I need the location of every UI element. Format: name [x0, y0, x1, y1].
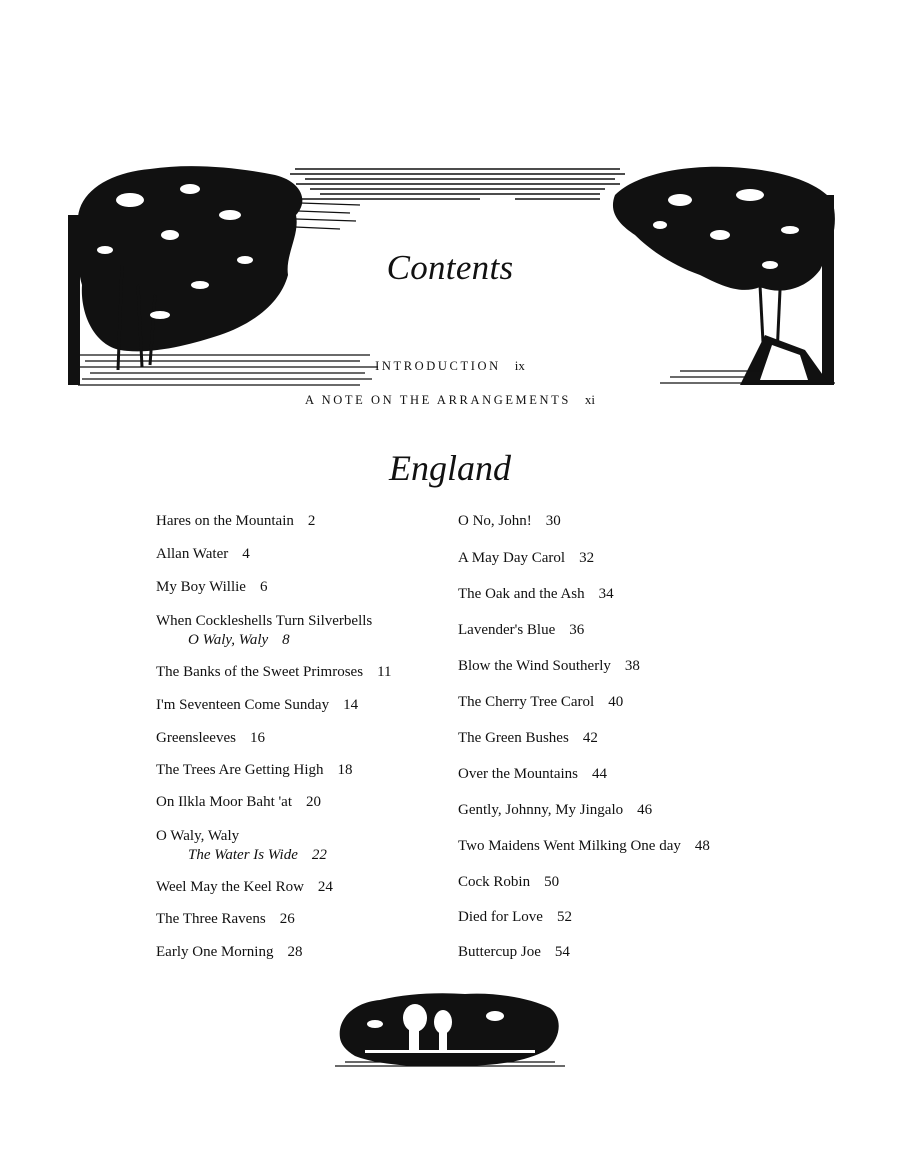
toc-entry[interactable] — [458, 549, 594, 568]
toc-entry-page: 6 — [259, 579, 268, 595]
toc-entry-page: 4 — [242, 546, 250, 562]
toc-entry-title: The Trees Are Getting High — [156, 762, 324, 778]
toc-entry-page: 2 — [307, 513, 316, 529]
front-matter-introduction[interactable] — [0, 358, 900, 374]
front-matter-page: xi — [584, 392, 596, 407]
toc-entry[interactable] — [156, 545, 250, 564]
toc-entry-page: 46 — [637, 802, 653, 818]
toc-entry[interactable] — [156, 793, 321, 812]
toc-entry[interactable] — [458, 837, 710, 856]
toc-entry-subtitle-text: The Water Is Wide — [188, 847, 298, 863]
toc-entry-page: 30 — [545, 513, 561, 529]
toc-entry-page: 36 — [569, 622, 585, 638]
toc-entry-page: 34 — [598, 586, 614, 602]
toc-entry-page: 28 — [287, 944, 303, 960]
toc-entry-title: The Oak and the Ash — [458, 586, 585, 602]
toc-entry[interactable] — [156, 512, 315, 531]
toc-entry-title: Early One Morning — [156, 944, 274, 960]
toc-entry[interactable] — [458, 512, 561, 531]
toc-entry[interactable] — [458, 621, 584, 640]
toc-entry-title: Allan Water — [156, 546, 229, 562]
toc-entry-title: A May Day Carol — [458, 550, 566, 566]
toc-entry-page: 48 — [694, 838, 710, 854]
toc-entry[interactable] — [458, 943, 570, 962]
toc-entry[interactable] — [458, 693, 623, 712]
toc-entry[interactable] — [458, 657, 640, 676]
toc-entry[interactable] — [156, 910, 295, 929]
front-matter-page: ix — [514, 358, 525, 373]
toc-entry-title: The Cherry Tree Carol — [458, 694, 595, 710]
toc-entry-title: Two Maidens Went Milking One day — [458, 838, 681, 854]
toc-entry-page: 52 — [556, 909, 572, 925]
toc-entry-page: 42 — [582, 730, 598, 746]
toc-entry-subtitle — [156, 846, 327, 865]
toc-entry-page: 44 — [591, 766, 607, 782]
toc-entry[interactable] — [458, 729, 598, 748]
toc-entry-title: Gently, Johnny, My Jingalo — [458, 802, 624, 818]
toc-entry-page: 24 — [317, 879, 333, 895]
toc-entry[interactable] — [156, 761, 352, 780]
toc-entry[interactable] — [156, 578, 267, 597]
toc-entry-page: 14 — [343, 697, 359, 713]
toc-entry-title: Lavender's Blue — [458, 622, 556, 638]
toc-entry-page: 22 — [311, 847, 327, 863]
toc-entry[interactable] — [156, 612, 372, 650]
toc-entry-title: Buttercup Joe — [458, 944, 541, 960]
toc-entry-title: Cock Robin — [458, 874, 531, 890]
toc-entry-page: 40 — [608, 694, 624, 710]
toc-entry-title: Died for Love — [458, 909, 543, 925]
toc-entry[interactable] — [156, 878, 333, 897]
toc-entry-page: 50 — [544, 874, 560, 890]
toc-entry-title: Hares on the Mountain — [156, 513, 294, 529]
front-matter-note-on-arrangements[interactable] — [0, 392, 900, 408]
toc-entry-title: Greensleeves — [156, 730, 236, 746]
toc-entry-title: Blow the Wind Southerly — [458, 658, 611, 674]
section-title: England — [389, 448, 511, 488]
toc-entry-title: Over the Mountains — [458, 766, 578, 782]
toc-entry-title: Weel May the Keel Row — [156, 879, 304, 895]
toc-entry-page: 18 — [337, 762, 353, 778]
toc-entry-page: 32 — [579, 550, 595, 566]
toc-entry-subtitle — [156, 631, 372, 650]
toc-entry-page: 8 — [282, 632, 290, 648]
toc-entry[interactable] — [156, 943, 302, 962]
toc-entry-page: 16 — [249, 730, 265, 746]
toc-entry[interactable] — [458, 873, 559, 892]
toc-entry-title: O Waly, Waly — [156, 828, 240, 844]
toc-entry[interactable] — [458, 801, 652, 820]
toc-entry-page: 20 — [306, 794, 322, 810]
toc-entry-title: The Green Bushes — [458, 730, 569, 746]
toc-entry-title: My Boy Willie — [156, 579, 246, 595]
toc-entry-title: When Cockleshells Turn Silverbells — [156, 613, 373, 629]
front-matter-label: A NOTE ON THE ARRANGEMENTS — [304, 393, 571, 407]
toc-entry-title: O No, John! — [458, 513, 532, 529]
toc-entry-page: 11 — [377, 664, 392, 680]
toc-entry[interactable] — [458, 585, 614, 604]
toc-entry[interactable] — [156, 696, 358, 715]
toc-entry[interactable] — [458, 908, 572, 927]
toc-entry[interactable] — [458, 765, 607, 784]
toc-entry-title: On Ilkla Moor Baht 'at — [156, 794, 293, 810]
toc-entry-page: 54 — [554, 944, 570, 960]
page-title: Contents — [386, 248, 514, 287]
toc-entry-subtitle-text: O Waly, Waly — [188, 632, 269, 648]
toc-entry-page: 26 — [279, 911, 295, 927]
toc-entry-title: I'm Seventeen Come Sunday — [156, 697, 330, 713]
toc-entry-page: 38 — [624, 658, 640, 674]
toc-entry[interactable] — [156, 827, 327, 865]
toc-entry[interactable] — [156, 729, 265, 748]
toc-entry-title: The Three Ravens — [156, 911, 266, 927]
front-matter-label: INTRODUCTION — [375, 359, 501, 373]
toc-entry-title: The Banks of the Sweet Primroses — [156, 664, 364, 680]
toc-entry[interactable] — [156, 663, 392, 682]
footer-vignette-engraving — [335, 988, 565, 1070]
